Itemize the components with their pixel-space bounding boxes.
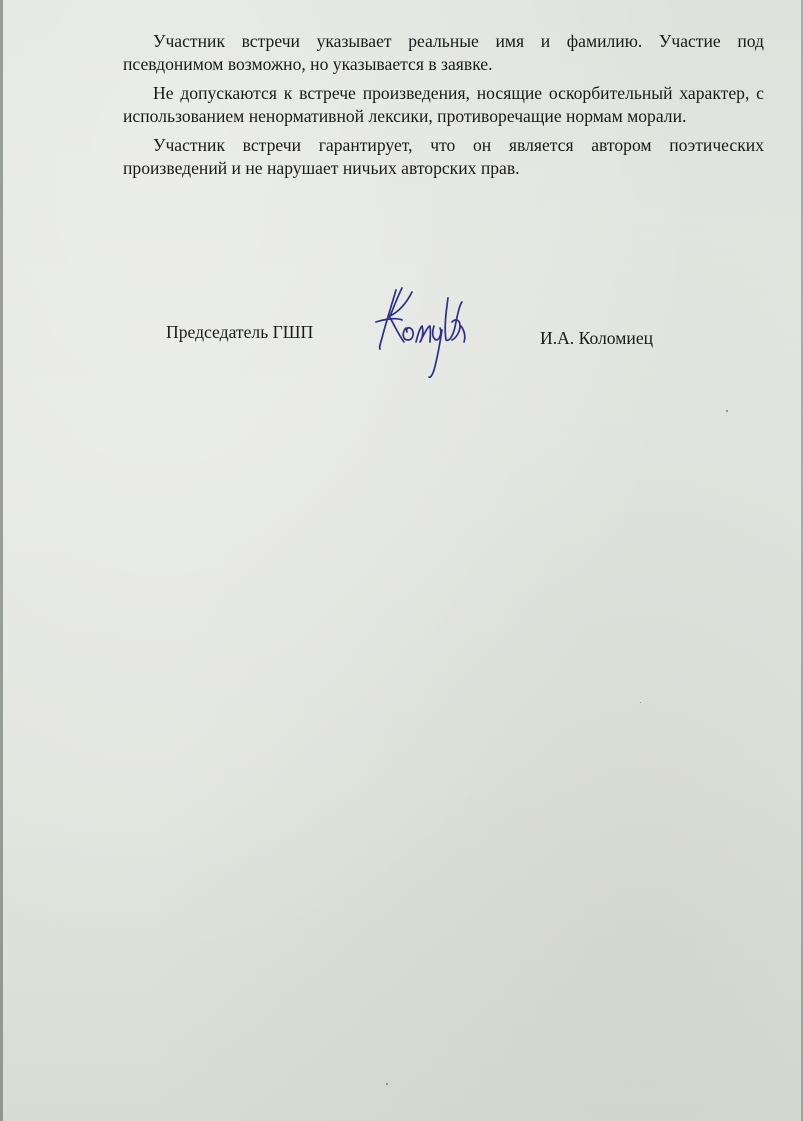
handwritten-signature	[368, 282, 483, 382]
scan-speck	[726, 410, 728, 412]
paragraph-name-requirement: Участник встречи указывает реальные имя и фамилию. Участие под псевдонимом возможно, но указывается в заявке.	[123, 31, 764, 74]
scan-speck	[640, 702, 641, 703]
signatory-name: И.А. Коломиец	[540, 328, 654, 348]
paragraph-content-restrictions: Не допускаются к встрече произведения, носящие оскорбительный характер, с использованием ненормативной лексики, противоречащие нормам морали.	[123, 83, 764, 126]
scan-speck	[386, 1083, 388, 1085]
paragraph-authorship-guarantee: Участник встречи гарантирует, что он является автором поэтических произведений и не нарушает ничьих авторских прав.	[123, 135, 764, 178]
signatory-title: Председатель ГШП	[166, 322, 314, 342]
body-text	[123, 30, 764, 186]
